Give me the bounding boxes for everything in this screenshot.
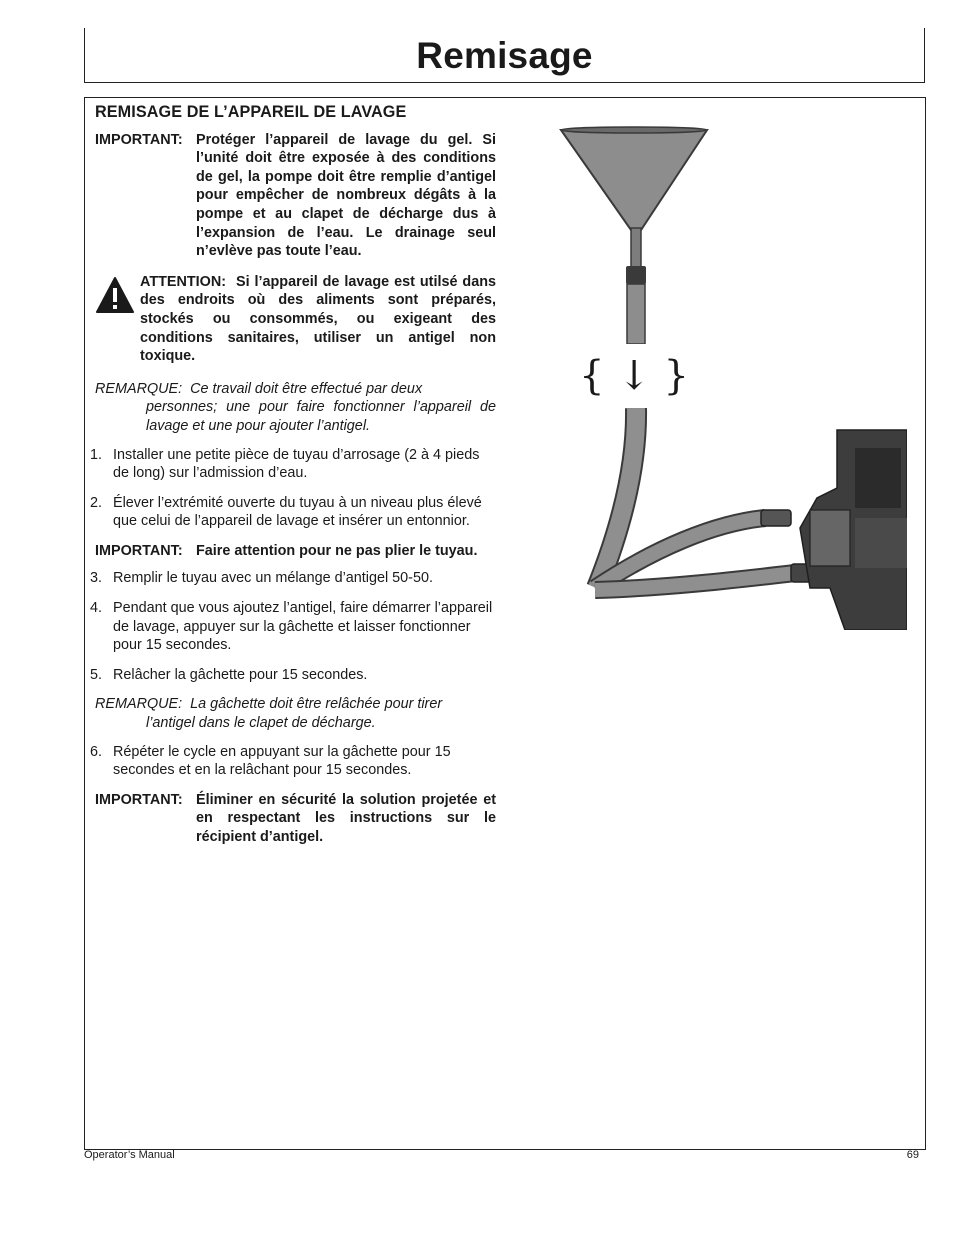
remark-note [95, 695, 496, 732]
header-box [84, 28, 925, 83]
step-number: 5. [90, 666, 103, 683]
step-number: 6. [90, 743, 103, 760]
attention-label: ATTENTION: [140, 273, 227, 290]
remark-note [95, 380, 496, 436]
step-text: Installer une petite pièce de tuyau d’arrosage (2 à 4 pieds de long) sur l’admission d’eau. [113, 446, 480, 482]
attention-note [95, 273, 496, 366]
step-item [90, 666, 496, 685]
page-title: Remisage [416, 35, 593, 76]
step-number: 3. [90, 570, 103, 587]
step-text: Remplir le tuyau avec un mélange d’antigel 50-50. [113, 570, 433, 587]
warning-icon [95, 276, 135, 314]
step-text: Élever l’extrémité ouverte du tuyau à un niveau plus élevé que celui de l’appareil de lavage et insérer un entonnior. [113, 494, 482, 530]
step-item [90, 743, 496, 780]
remark-text: personnes; une pour faire fonctionner l’appareil de lavage et une pour ajouter l’antigel. [146, 399, 496, 434]
step-text: Répéter le cycle en appuyant sur la gâchette pour 15 secondes et en la relâchant pour 15 secondes. [113, 743, 451, 779]
important-text: Faire attention pour ne pas plier le tuyau. [196, 542, 478, 559]
important-label: IMPORTANT: [95, 791, 183, 808]
important-label: IMPORTANT: [95, 131, 183, 148]
step-number: 1. [90, 446, 103, 463]
remark-text: l’antigel dans le clapet de décharge. [146, 715, 376, 732]
funnel-shape [561, 130, 707, 230]
remark-first-line: Ce travail doit être effectué par deux [190, 380, 423, 397]
important-note [95, 542, 496, 561]
section-title: REMISAGE DE L’APPAREIL DE LAVAGE [95, 103, 407, 121]
remark-first-line: La gâchette doit être relâchée pour tirer [190, 696, 443, 713]
footer-manual-label: Operator’s Manual [84, 1149, 175, 1161]
attention-text: Si l’appareil de lavage est utilsé dans des endroits où des aliments sont préparés, stockés ou consommés, ou exigeant des conditions sanitaires, utiliser un antigel non toxique. [140, 273, 497, 365]
important-text: Protéger l’appareil de lavage du gel. Si l’unité doit être exposée à des conditions de gel, la pompe doit être remplie d’antigel pour empêcher de nombreux dégâts à la pompe et au clapet de décharge dus à l’expansion de l’eau. Le drainage seul n’evlève pas toute l’eau. [196, 131, 496, 260]
step-number: 4. [90, 600, 103, 617]
important-note [95, 791, 496, 847]
remark-label: REMARQUE: [95, 380, 183, 397]
page-number: 69 [906, 1149, 919, 1161]
step-item [90, 569, 496, 588]
important-note [95, 131, 496, 261]
important-text: Éliminer en sécurité la solution projetée et en respectant les instructions sur le récipient d’antigel. [196, 791, 496, 845]
step-text: Pendant que vous ajoutez l’antigel, faire démarrer l’appareil de lavage, appuyer sur la gâchette et laisser fonctionner pour 15 secondes. [113, 600, 493, 654]
important-label: IMPORTANT: [95, 542, 183, 559]
step-item [90, 446, 496, 483]
hose-clamp [626, 266, 646, 284]
step-text: Relâcher la gâchette pour 15 secondes. [113, 666, 368, 683]
remark-label: REMARQUE: [95, 696, 183, 713]
break-callout: { ↓ } [579, 353, 689, 399]
step-item [90, 599, 496, 655]
hose-fitting [761, 510, 791, 526]
text-column [90, 103, 497, 856]
funnel-hose-illustration [555, 118, 907, 630]
step-item [90, 494, 496, 531]
step-number: 2. [90, 494, 103, 511]
